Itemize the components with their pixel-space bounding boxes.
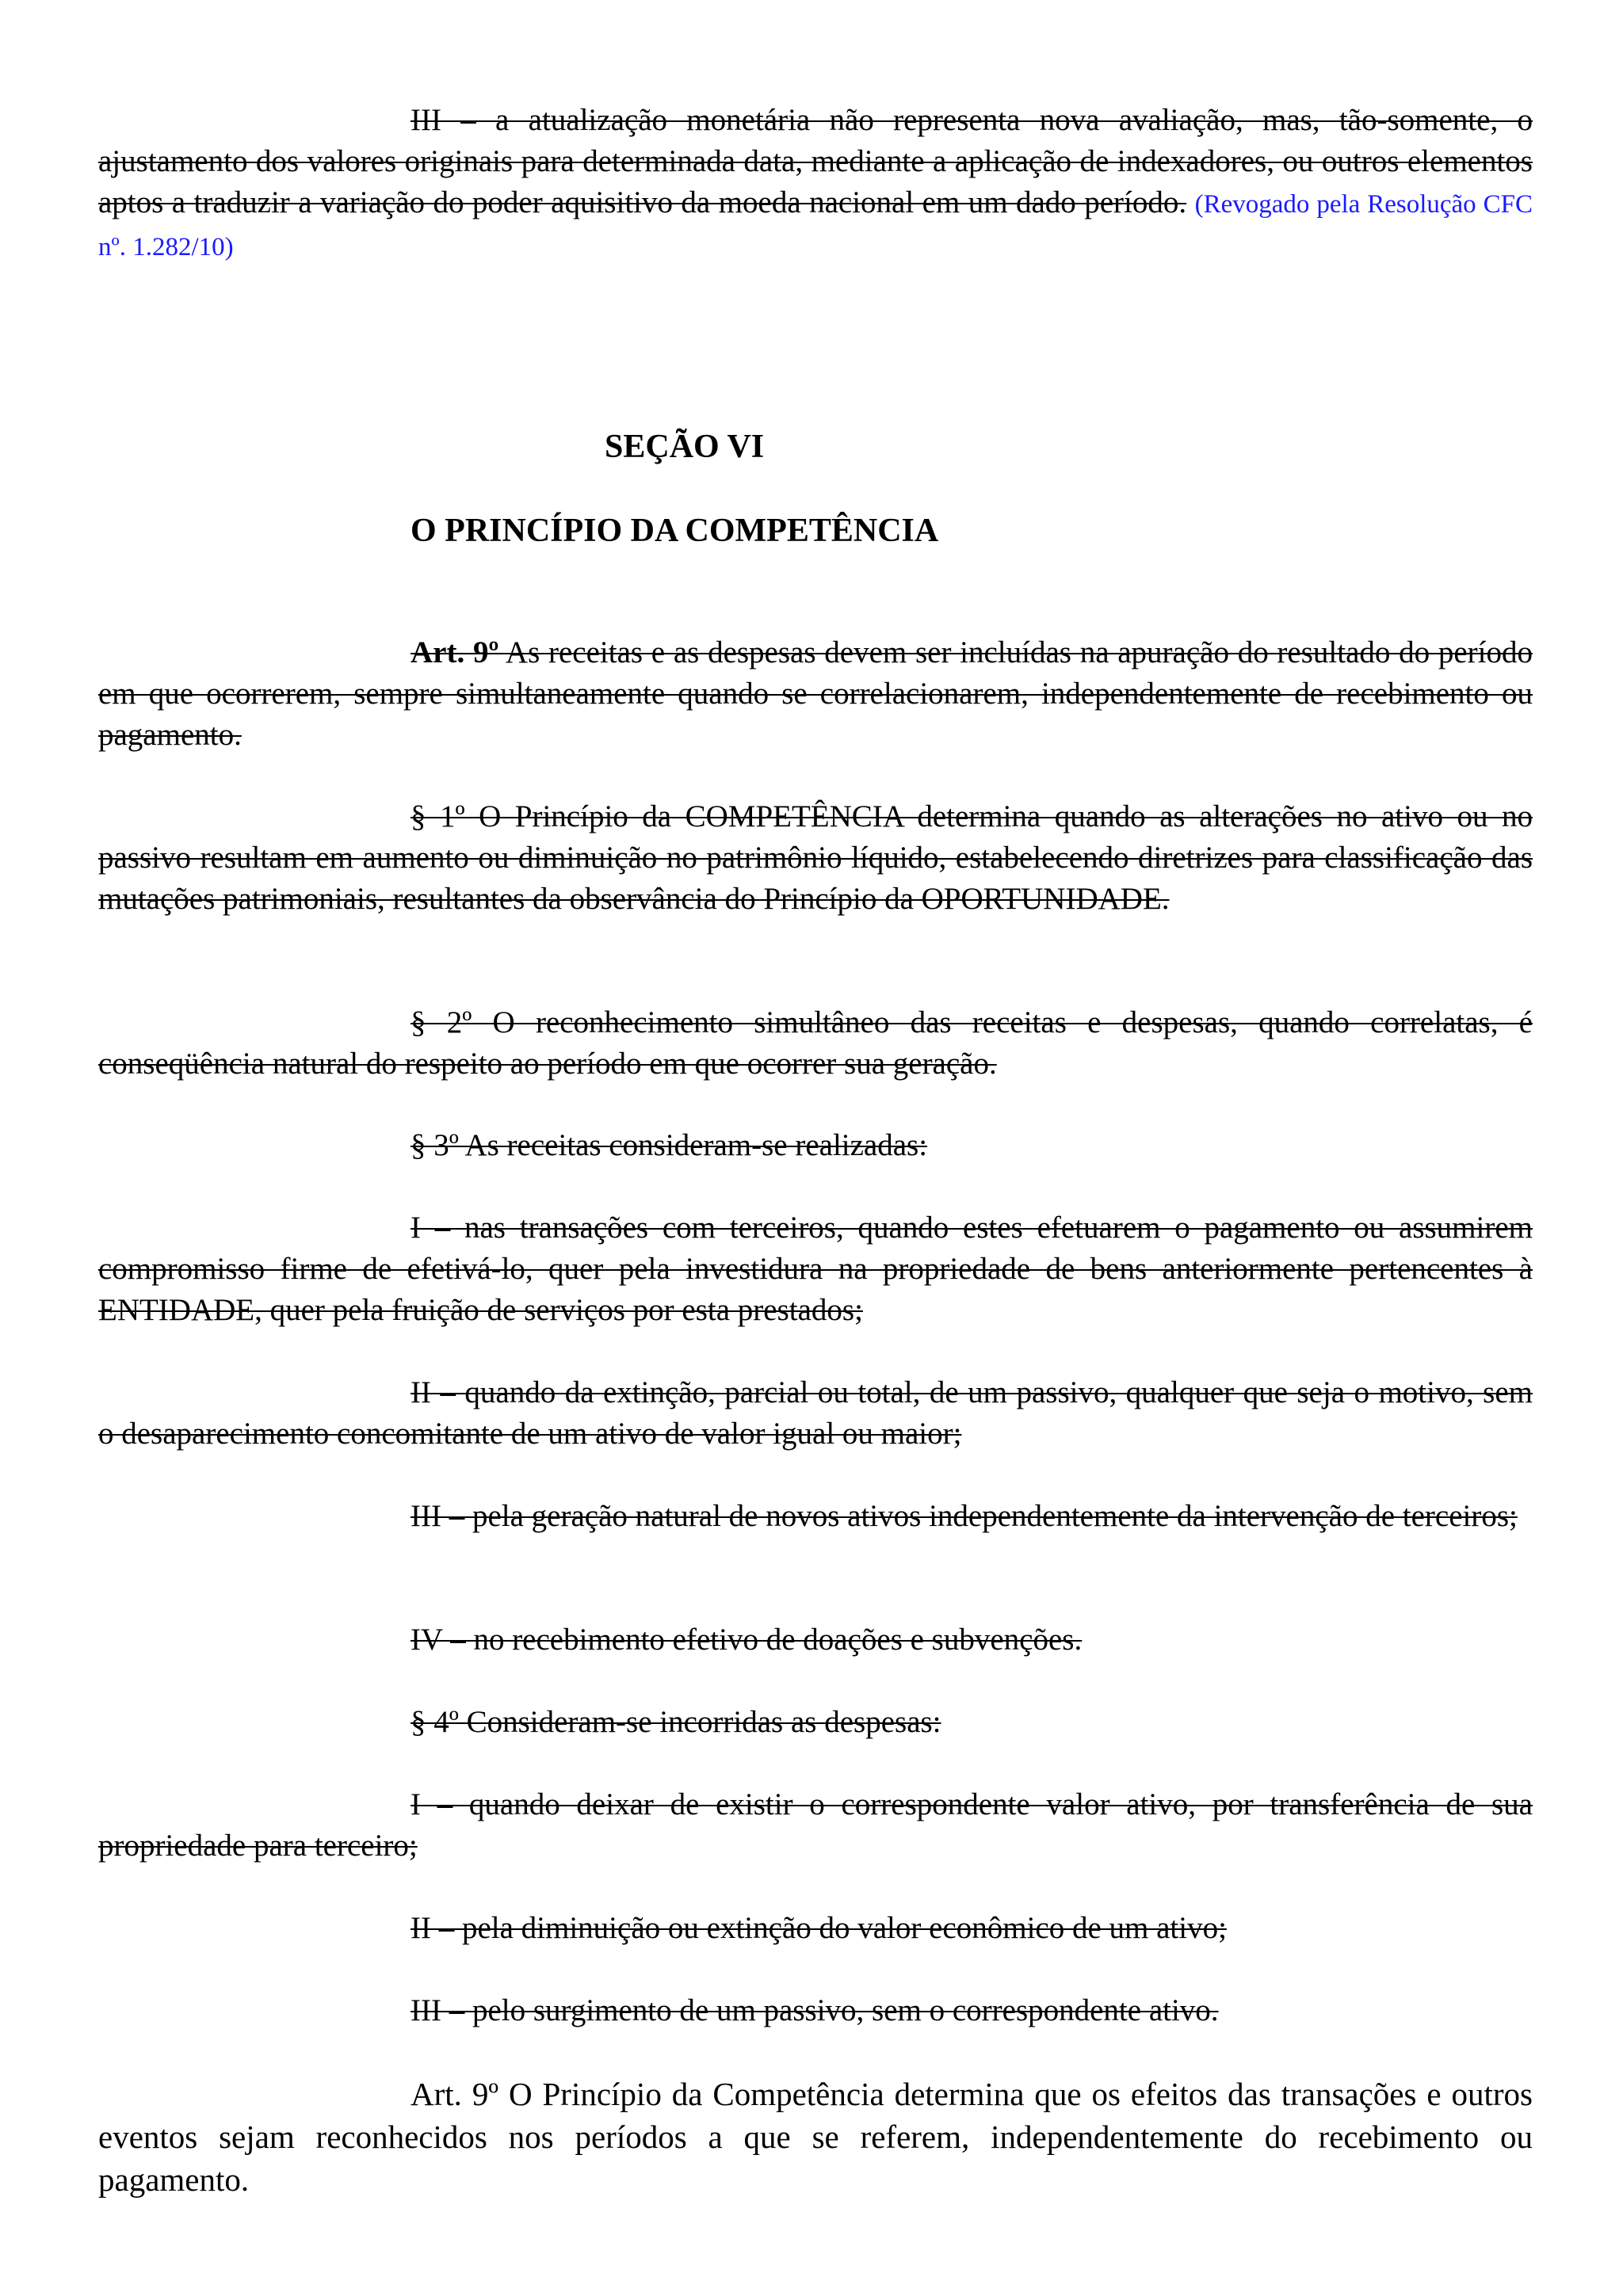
paragraph-4-item-ii: II – pela diminuição ou extinção do valor econômico de um ativo;: [411, 1911, 1227, 1945]
article-label: Art. 9º: [411, 635, 499, 669]
paragraph-4: § 4º Consideram-se incorridas as despesas:: [411, 1705, 941, 1739]
article-text: As receitas e as despesas devem ser incluídas na apuração do resultado do período em que ocorrerem, sempre simultaneamente quando se correlacionarem, independentemente de recebimento ou pagamento.: [98, 635, 1533, 752]
section-title: O PRINCÍPIO DA COMPETÊNCIA: [411, 513, 939, 549]
article-9-revoked: [98, 632, 1533, 756]
paragraph-3-item-i: I – nas transações com terceiros, quando estes efetuarem o pagamento ou assumirem compromisso firme de efetivá-lo, quer pela investidura na propriedade de bens anteriormente pertencentes à ENTIDADE, quer pela fruição de serviços por esta prestados;: [98, 1211, 1533, 1327]
article-9-current: Art. 9º O Princípio da Competência determina que os efeitos das transações e outros eventos sejam reconhecidos nos períodos a que se referem, independentemente do recebimento ou pagamento.: [98, 2076, 1533, 2198]
paragraph-1: § 1º O Princípio da COMPETÊNCIA determina quando as alterações no ativo ou no passivo resultam em aumento ou diminuição no patrimônio líquido, estabelecendo diretrizes para classificação das mutações patrimoniais, resultantes da observância do Princípio da OPORTUNIDADE.: [98, 799, 1533, 916]
section-number: SEÇÃO VI: [605, 429, 765, 465]
paragraph-2: § 2º O reconhecimento simultâneo das receitas e despesas, quando correlatas, é conseqüência natural do respeito ao período em que ocorrer sua geração.: [98, 1005, 1533, 1081]
revoked-item-iii: [98, 100, 1533, 268]
paragraph-3: § 3º As receitas consideram-se realizadas:: [411, 1128, 928, 1162]
paragraph-4-item-i: I – quando deixar de existir o correspondente valor ativo, por transferência de sua propriedade para terceiro;: [98, 1787, 1533, 1863]
revoked-text: III – a atualização monetária não representa nova avaliação, mas, tão-somente, o ajustamento dos valores originais para determinada data, mediante a aplicação de indexadores, ou outros elementos aptos a traduzir a variação do poder aquisitivo da moeda nacional em um dado período.: [98, 103, 1533, 219]
revocation-note: (Revogado pela Resolução CFC nº. 1.282/10): [98, 190, 1533, 261]
paragraph-3-item-ii: II – quando da extinção, parcial ou total, de um passivo, qualquer que seja o motivo, sem o desaparecimento concomitante de um ativo de valor igual ou maior;: [98, 1375, 1533, 1451]
paragraph-3-item-iii: III – pela geração natural de novos ativos independentemente da intervenção de terceiros;: [411, 1499, 1518, 1533]
paragraph-4-item-iii: III – pelo surgimento de um passivo, sem o correspondente ativo.: [411, 1993, 1219, 2027]
paragraph-3-item-iv: IV – no recebimento efetivo de doações e subvenções.: [411, 1623, 1083, 1657]
